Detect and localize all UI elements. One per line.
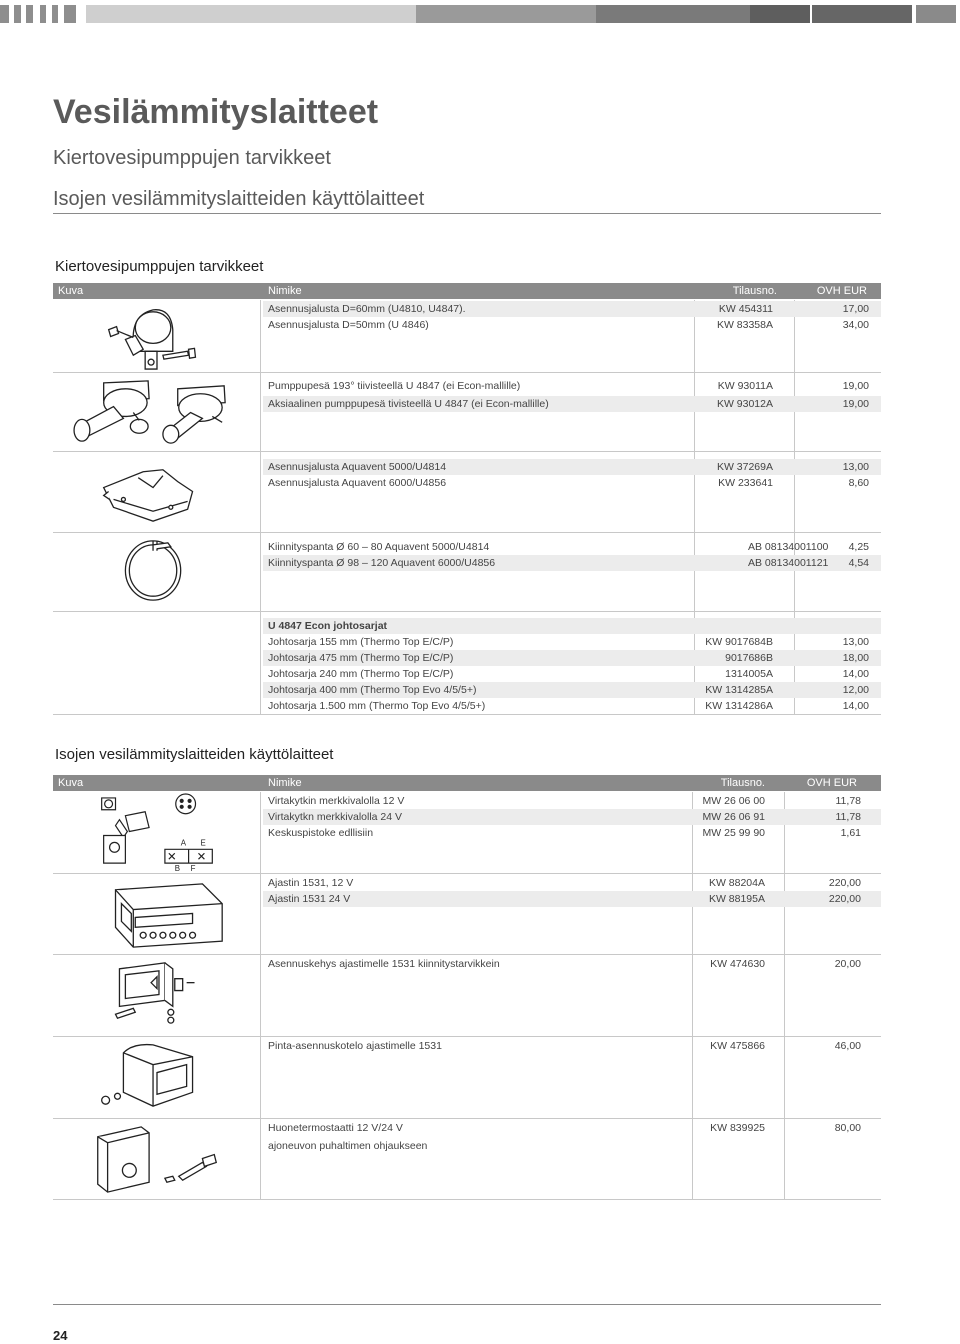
- product-group: [53, 874, 881, 955]
- column-header-image: Kuva: [58, 285, 84, 297]
- product-group: [53, 533, 881, 612]
- table-row: Johtosarja 400 mm (Thermo Top Evo 4/5/5+) KW 1314285A 12,00: [263, 682, 881, 698]
- product-group: [53, 1037, 881, 1119]
- surface-housing-icon: [53, 1037, 260, 1118]
- header-decorative-bar: [0, 5, 960, 23]
- table-row: U 4847 Econ johtosarjat: [263, 618, 881, 634]
- table-row: Virtakytkn merkkivalolla 24 V MW 26 06 91 11,78: [263, 809, 881, 825]
- diagram-label: A: [180, 838, 186, 848]
- table-row: Virtakytkin merkkivalolla 12 V MW 26 06 00 11,78: [268, 795, 861, 807]
- table-row: ajoneuvon puhaltimen ohjaukseen: [268, 1140, 428, 1152]
- table-row: Keskuspistoke edllisiin MW 25 99 90 1,61: [268, 827, 861, 839]
- product-group: [53, 1119, 881, 1200]
- table-row: Kiinnityspanta Ø 98 – 120 Aquavent 6000/U4856 AB 08134001121 4,54: [263, 555, 881, 571]
- product-group: [53, 373, 881, 452]
- table-header: [53, 775, 881, 791]
- section-title-pump-accessories: Kiertovesipumppujen tarvikkeet: [55, 258, 264, 275]
- product-group: [53, 452, 881, 533]
- table-row: Aksiaalinen pumppupesä tivisteellä U 4847 (ei Econ-mallille) KW 93012A 19,00: [263, 396, 881, 412]
- table-row: Johtosarja 240 mm (Thermo Top E/C/P) 1314005A 14,00: [268, 668, 869, 680]
- column-header-image: Kuva: [58, 777, 84, 789]
- product-group: [53, 792, 881, 874]
- hose-clamp-icon: [53, 533, 260, 611]
- mounting-frame-icon: [53, 955, 260, 1036]
- product-group: [53, 955, 881, 1037]
- table-row: Asennusjalusta D=60mm (U4810, U4847). KW 454311 17,00: [263, 301, 881, 317]
- table-row: Pinta-asennuskotelo ajastimelle 1531 KW 475866 46,00: [268, 1040, 861, 1052]
- table-row: Johtosarja 1.500 mm (Thermo Top Evo 4/5/5+) KW 1314286A 14,00: [268, 700, 869, 712]
- product-group: [53, 300, 881, 373]
- diagram-label: E: [200, 838, 206, 848]
- switch-and-distributor-icon: [53, 792, 260, 873]
- table-row: Asennusjalusta Aquavent 6000/U4856 KW 233641 8,60: [268, 477, 869, 489]
- product-group: [53, 612, 881, 715]
- diagram-label: F: [190, 864, 196, 874]
- table-row: Johtosarja 155 mm (Thermo Top E/C/P) KW 9017684B 13,00: [268, 636, 869, 648]
- table-header: [53, 283, 881, 299]
- column-header-order-no: Tilausno.: [720, 777, 765, 789]
- page-subtitle: Kiertovesipumppujen tarvikkeet: [53, 147, 331, 169]
- table-row: Asennusjalusta Aquavent 5000/U4814 KW 37269A 13,00: [263, 459, 881, 475]
- column-header-name: Nimike: [268, 777, 302, 789]
- footer-rule: [53, 1304, 881, 1305]
- column-header-price: OVH EUR: [816, 285, 867, 297]
- pump-housing-icon: [53, 373, 260, 451]
- page-subtitle-2: Isojen vesilämmityslaitteiden käyttölaitteet: [53, 188, 881, 214]
- table-row: Ajastin 1531, 12 V KW 88204A 220,00: [268, 877, 861, 889]
- table-row: Huonetermostaatti 12 V/24 V KW 839925 80,00: [268, 1122, 861, 1134]
- column-header-order-no: Tilausno.: [732, 285, 777, 297]
- table-row: Pumppupesä 193° tiivisteellä U 4847 (ei Econ-mallille) KW 93011A 19,00: [268, 380, 869, 392]
- aquavent-bracket-icon: [53, 452, 260, 532]
- table-row: Kiinnityspanta Ø 60 – 80 Aquavent 5000/U4814 AB 08134001100 4,25: [268, 541, 869, 553]
- timer-1531-icon: [53, 874, 260, 954]
- table-row: Johtosarja 475 mm (Thermo Top E/C/P) 9017686B 18,00: [263, 650, 881, 666]
- room-thermostat-icon: [53, 1119, 260, 1199]
- section-title-controls: Isojen vesilämmityslaitteiden käyttölaitteet: [55, 746, 334, 763]
- page-number: 24: [53, 1328, 68, 1343]
- column-header-price: OVH EUR: [806, 777, 857, 789]
- table-row: Asennusjalusta D=50mm (U 4846) KW 83358A 34,00: [268, 319, 869, 331]
- diagram-label: B: [174, 864, 181, 874]
- pump-mount-bracket-icon: [53, 300, 260, 372]
- column-header-name: Nimike: [268, 285, 302, 297]
- table-row: Ajastin 1531 24 V KW 88195A 220,00: [263, 891, 881, 907]
- page-title: Vesilämmityslaitteet: [53, 93, 379, 131]
- table-row: Asennuskehys ajastimelle 1531 kiinnitystarvikkein KW 474630 20,00: [268, 958, 861, 970]
